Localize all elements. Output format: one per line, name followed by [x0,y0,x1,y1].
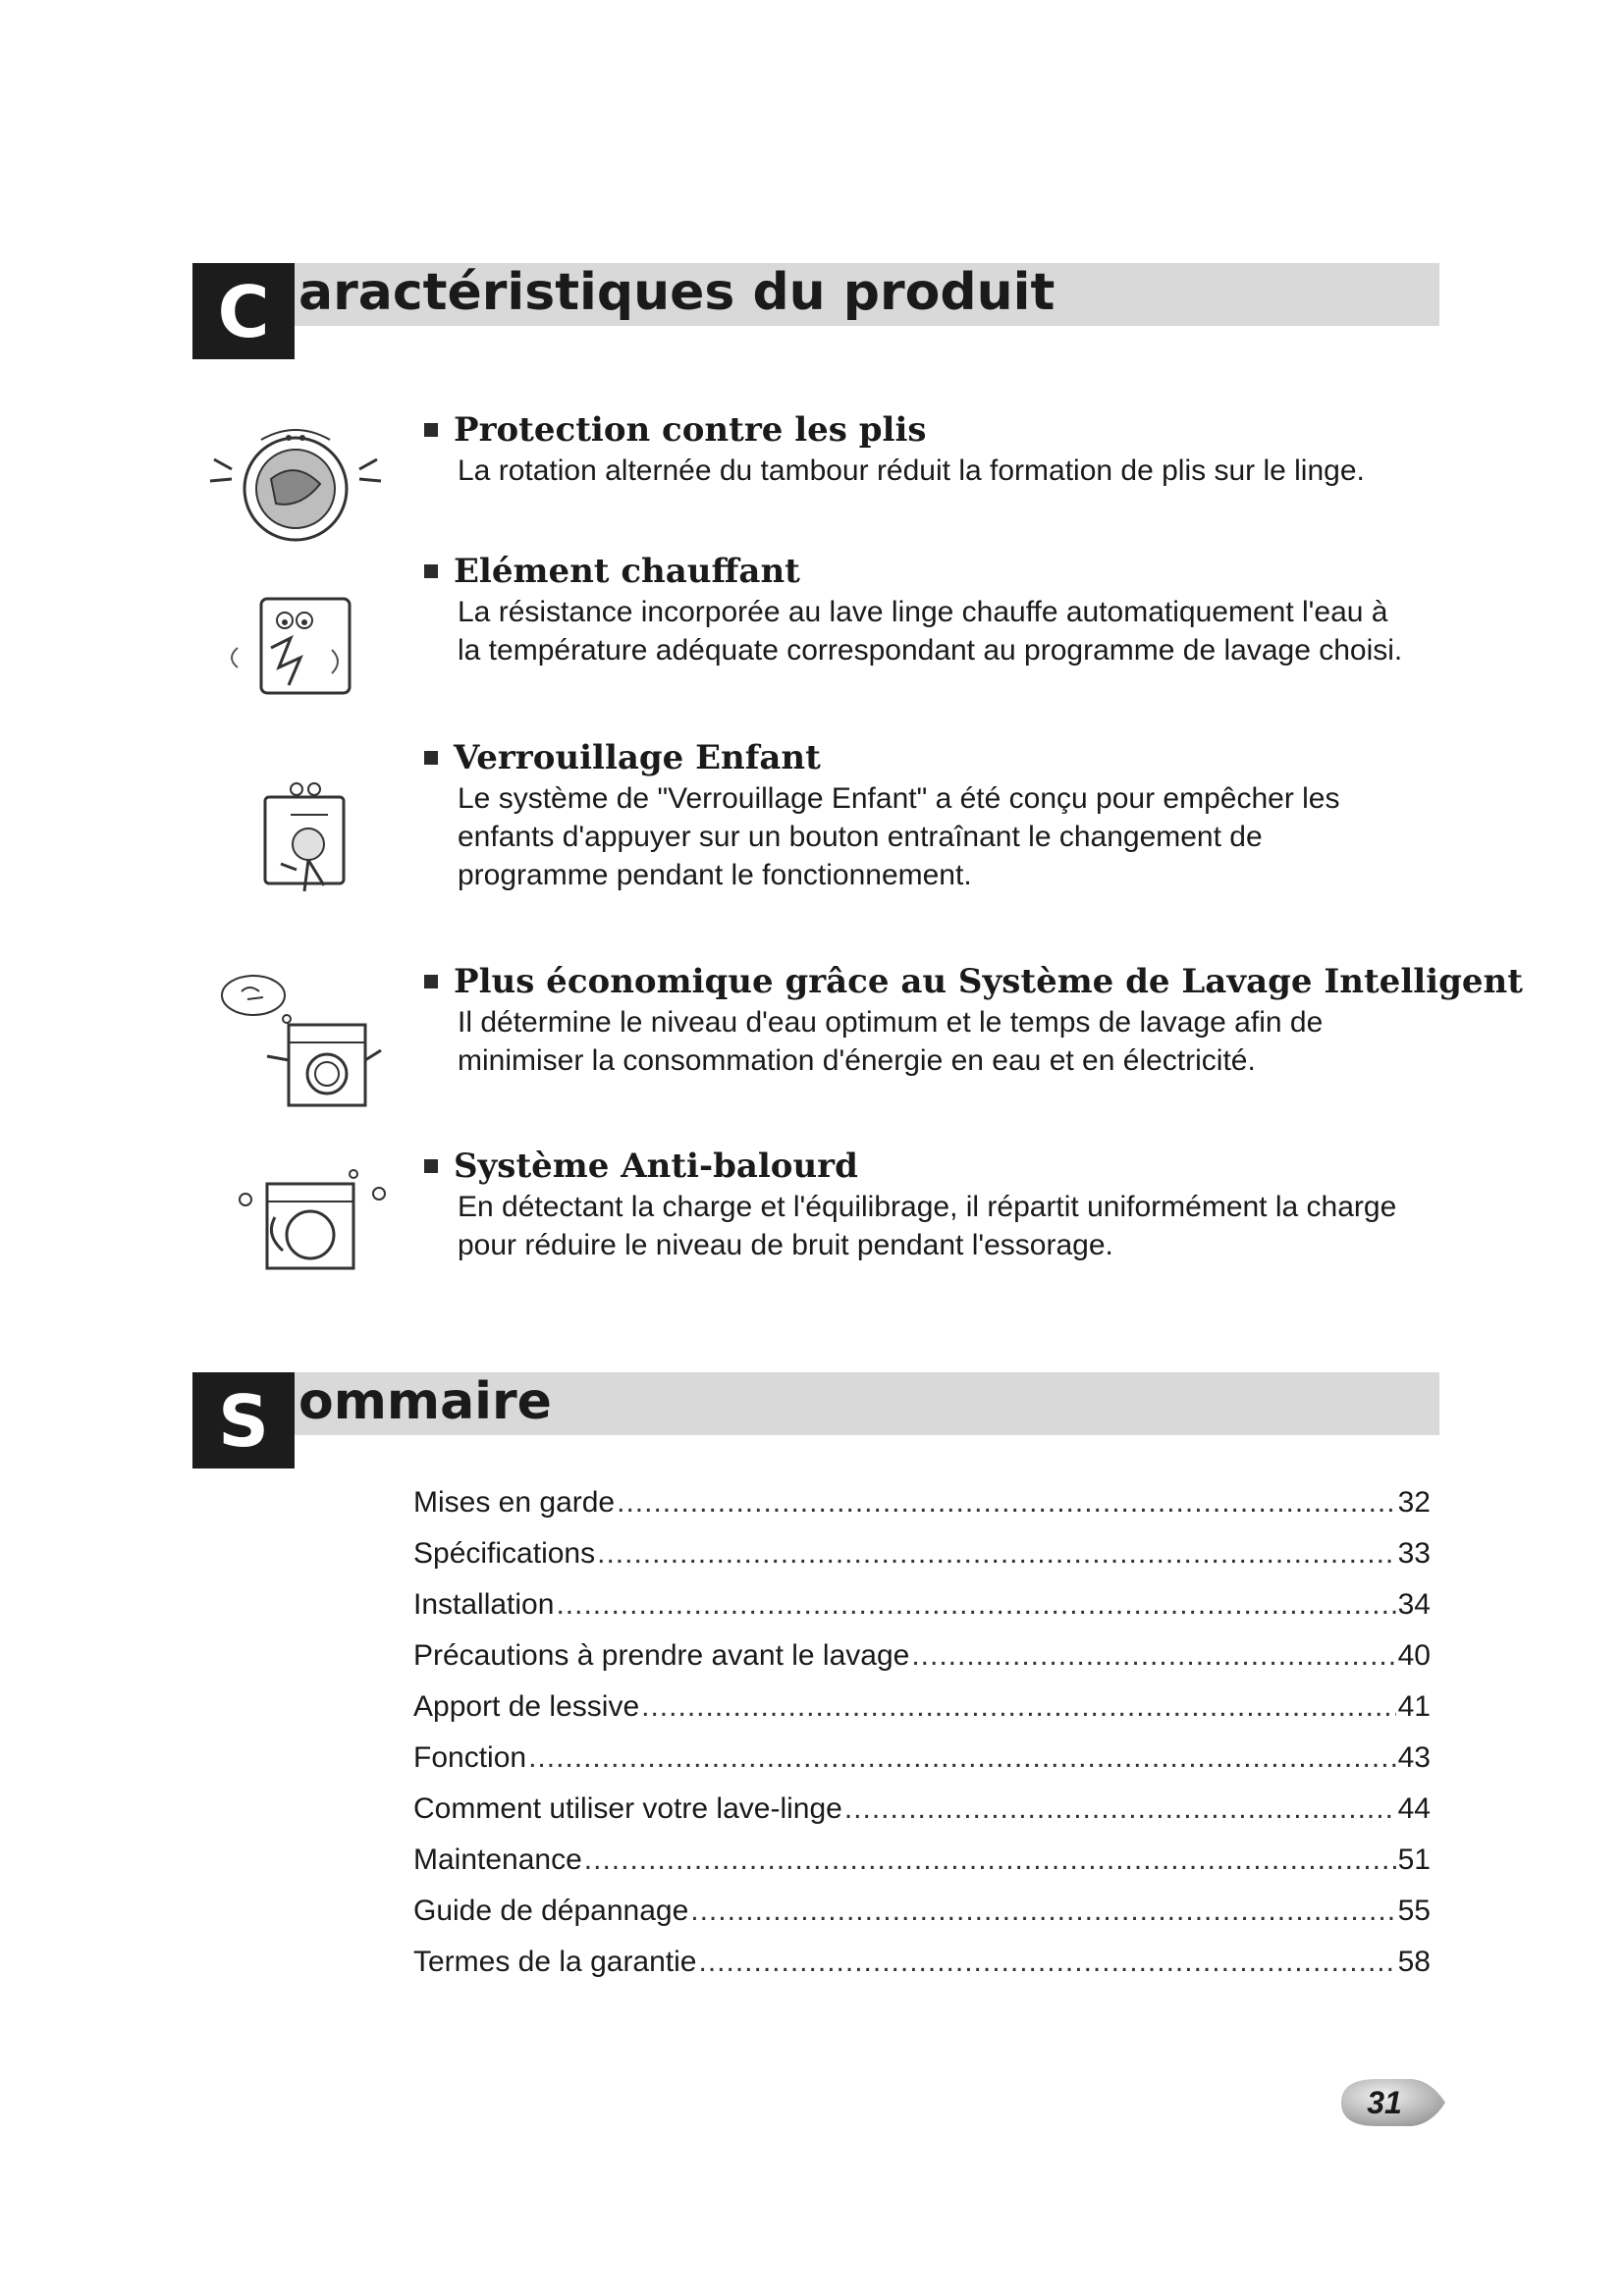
toc-entry-label: Comment utiliser votre lave-linge [413,1792,842,1825]
square-bullet-icon [424,975,438,988]
section-title: ommaire [298,1372,552,1431]
section-initial-letter: C [192,263,295,359]
toc-leader-dots [641,1682,1395,1733]
toc-entry[interactable] [413,1528,1431,1579]
section-title: aractéristiques du produit [298,263,1056,322]
toc-entry-label: Spécifications [413,1537,596,1570]
description-line: La rotation alternée du tambour réduit la formation de plis sur le linge. [458,454,1365,487]
table-of-contents [413,1477,1431,1988]
toc-entry[interactable] [413,1682,1431,1733]
feature-description [458,1003,1439,1080]
toc-entry-page: 51 [1397,1843,1431,1876]
toc-entry[interactable] [413,1630,1431,1682]
page-number-badge [1333,2073,1447,2132]
square-bullet-icon [424,423,438,437]
toc-entry-label: Installation [413,1588,555,1621]
toc-leader-dots [844,1784,1396,1835]
feature-title [424,552,800,591]
toc-leader-dots [556,1579,1395,1630]
description-line: Il détermine le niveau d'eau optimum et le temps de lavage afin de [458,1006,1324,1039]
feature-description [458,593,1439,669]
toc-entry[interactable] [413,1835,1431,1886]
features-section-header [192,263,1439,361]
square-bullet-icon [424,564,438,578]
description-line: la température adéquate correspondant au programme de lavage choisi. [458,634,1403,667]
toc-entry-label: Maintenance [413,1843,582,1876]
balanced-washer-icon [202,1156,389,1304]
feature-title-text: Verrouillage Enfant [454,738,821,777]
description-line: enfants d'appuyer sur un bouton entraînant le changement de [458,821,1263,853]
toc-leader-dots [911,1630,1395,1682]
toc-entry-page: 44 [1397,1792,1431,1825]
toc-leader-dots [597,1528,1396,1579]
description-line: En détectant la charge et l'équilibrage, il répartit uniformément la charge [458,1191,1397,1223]
feature-title-text: Plus économique grâce au Système de Lavage Intelligent [454,962,1523,1001]
toc-entry[interactable] [413,1477,1431,1528]
feature-title-text: Elément chauffant [454,552,800,591]
description-line: pour réduire le niveau de bruit pendant l'essorage. [458,1229,1113,1261]
toc-entry-page: 33 [1397,1537,1431,1570]
description-line: Le système de "Verrouillage Enfant" a été conçu pour empêcher les [458,782,1340,815]
square-bullet-icon [424,751,438,765]
description-line: minimiser la consommation d'énergie en eau et en électricité. [458,1044,1256,1077]
toc-entry[interactable] [413,1733,1431,1784]
child-lock-icon [202,775,389,923]
feature-title [424,410,927,450]
toc-entry-page: 58 [1397,1946,1431,1978]
page-number: 31 [1367,2085,1402,2120]
toc-entry-page: 32 [1397,1486,1431,1519]
description-line: La résistance incorporée au lave linge chauffe automatiquement l'eau à [458,596,1388,628]
toc-entry-label: Fonction [413,1741,527,1774]
toc-leader-dots [699,1937,1396,1988]
drum-rotation-icon [202,410,389,558]
heater-icon [202,579,389,726]
section-initial-letter: S [192,1372,295,1468]
toc-entry-page: 55 [1397,1895,1431,1927]
toc-entry[interactable] [413,1937,1431,1988]
toc-entry[interactable] [413,1784,1431,1835]
toc-leader-dots [528,1733,1396,1784]
feature-title-text: Système Anti-balourd [454,1147,858,1186]
toc-entry-page: 43 [1397,1741,1431,1774]
square-bullet-icon [424,1159,438,1173]
toc-entry[interactable] [413,1886,1431,1937]
toc-entry-page: 34 [1397,1588,1431,1621]
feature-description [458,779,1439,894]
feature-title [424,962,1523,1001]
feature-title-text: Protection contre les plis [454,410,927,450]
toc-entry-label: Mises en garde [413,1486,616,1519]
toc-entry-label: Termes de la garantie [413,1946,697,1978]
toc-leader-dots [690,1886,1395,1937]
toc-leader-dots [617,1477,1396,1528]
smart-washer-icon [202,962,389,1109]
feature-description [458,452,1439,490]
toc-entry-page: 40 [1397,1639,1431,1672]
description-line: programme pendant le fonctionnement. [458,859,972,891]
toc-leader-dots [584,1835,1396,1886]
toc-entry-page: 41 [1397,1690,1431,1723]
feature-description [458,1188,1439,1264]
toc-entry-label: Apport de lessive [413,1690,640,1723]
toc-entry-label: Précautions à prendre avant le lavage [413,1639,910,1672]
feature-title [424,738,821,777]
summary-section-header [192,1372,1439,1470]
feature-title [424,1147,858,1186]
toc-entry[interactable] [413,1579,1431,1630]
toc-entry-label: Guide de dépannage [413,1895,689,1927]
